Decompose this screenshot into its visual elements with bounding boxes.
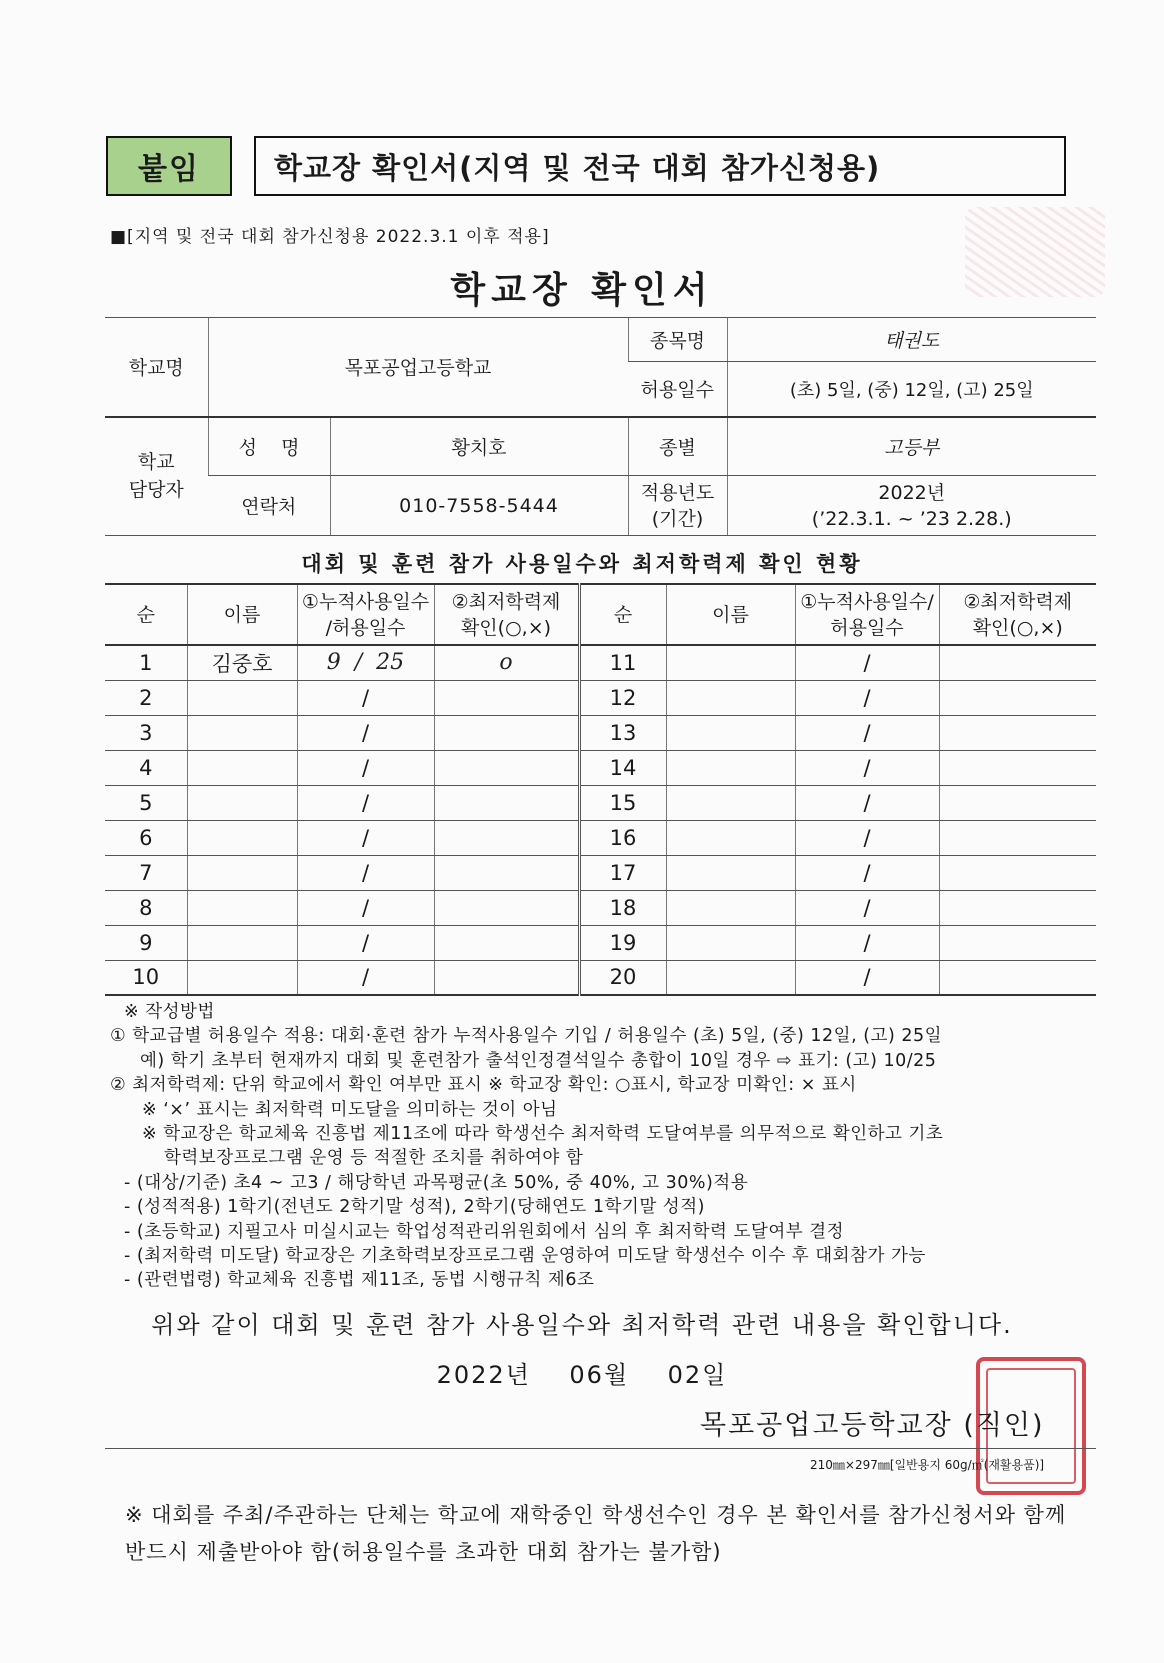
table-row: [105, 785, 1096, 820]
year-value: 2022년 (’22.3.1. ~ ’23 2.28.): [727, 476, 1096, 536]
table-row: [105, 680, 1096, 715]
row-no: 9: [105, 925, 187, 960]
note-line: ※ ‘×’ 표시는 최저학력 미도달을 의미하는 것이 아님: [142, 1099, 558, 1120]
section-title: 대회 및 훈련 참가 사용일수와 최저학력제 확인 현황: [301, 552, 863, 576]
col-header-no: 순: [105, 584, 187, 645]
row-grade: [434, 925, 579, 960]
row-days-right: /: [795, 715, 939, 750]
note-line: - (초등학교) 지필고사 미실시교는 학업성적관리위원회에서 심의 후 최저학력 도달여부 결정: [124, 1221, 845, 1242]
row-days-right: /: [795, 925, 939, 960]
row-name: [187, 925, 297, 960]
row-no-right: 20: [579, 960, 666, 995]
category-label: 종별: [628, 417, 727, 476]
row-grade-right: [939, 715, 1096, 750]
col-header-days-right: ①누적사용일수/ 허용일수: [795, 584, 939, 645]
row-days-right: /: [795, 890, 939, 925]
row-name-right: [666, 925, 795, 960]
col-header-days: ①누적사용일수 /허용일수: [297, 584, 434, 645]
row-name: [187, 715, 297, 750]
row-days-right: /: [795, 960, 939, 995]
table-row: [105, 715, 1096, 750]
paper-spec: 210㎜×297㎜[일반용지 60g/㎡(재활용품)]: [810, 1458, 1045, 1472]
category-value: 고등부: [727, 417, 1096, 476]
row-name-right: [666, 960, 795, 995]
row-name-right: [666, 890, 795, 925]
row-grade: [434, 680, 579, 715]
row-days: /: [297, 715, 434, 750]
note-line: ② 최저학력제: 단위 학교에서 확인 여부만 표시 ※ 학교장 확인: ○표시, 학교장 미확인: × 표시: [110, 1075, 857, 1096]
row-no: 4: [105, 750, 187, 785]
col-header-grade: ②최저학력제 확인(○,×): [434, 584, 579, 645]
row-name: [187, 820, 297, 855]
note-line: ① 학교급별 허용일수 적용: 대회·훈련 참가 누적사용일수 기입 / 허용일수 (초) 5일, (중) 12일, (고) 25일: [110, 1026, 943, 1047]
row-name: 김중호: [187, 645, 297, 680]
row-no-right: 19: [579, 925, 666, 960]
row-name-right: [666, 750, 795, 785]
row-no: 7: [105, 855, 187, 890]
manager-name-value: 황치호: [330, 417, 628, 476]
row-grade: [434, 715, 579, 750]
footer-note: ※ 대회를 주최/주관하는 단체는 학교에 재학중인 학생선수인 경우 본 확인서를 참가신청서와 함께 반드시 제출받아야 함(허용일수를 초과한 대회 참가는 불가함): [125, 1503, 1067, 1564]
row-no: 3: [105, 715, 187, 750]
row-name: [187, 680, 297, 715]
note-line: 예) 학기 초부터 현재까지 대회 및 훈련참가 출석인정결석일수 총합이 10일 경우 ⇨ 표기: (고) 10/25: [140, 1050, 937, 1071]
row-name-right: [666, 715, 795, 750]
school-value: 목포공업고등학교: [208, 318, 628, 417]
row-days: /: [297, 925, 434, 960]
note-line: - (최저학력 미도달) 학교장은 기초학력보장프로그램 운영하여 미도달 학생선수 이수 후 대회참가 가능: [124, 1246, 926, 1267]
row-name-right: [666, 855, 795, 890]
allowed-days-value: (초) 5일, (중) 12일, (고) 25일: [727, 362, 1096, 417]
row-days-right: /: [795, 820, 939, 855]
manager-label: 학교 담당자: [105, 417, 208, 536]
document-title: 학교장 확인서: [450, 270, 714, 311]
row-grade: o: [434, 645, 579, 680]
row-name-right: [666, 785, 795, 820]
participation-table: [105, 583, 1096, 996]
manager-name-label: 성 명: [208, 417, 330, 476]
row-grade-right: [939, 925, 1096, 960]
row-name: [187, 855, 297, 890]
row-grade-right: [939, 785, 1096, 820]
row-grade-right: [939, 645, 1096, 680]
row-no-right: 13: [579, 715, 666, 750]
contact-value: 010-7558-5444: [330, 476, 628, 536]
row-name: [187, 785, 297, 820]
row-name-right: [666, 820, 795, 855]
row-days: /: [297, 820, 434, 855]
school-label: 학교명: [105, 318, 208, 417]
row-no-right: 12: [579, 680, 666, 715]
signer: 목포공업고등학교장 (직인): [700, 1410, 1045, 1441]
row-no: 1: [105, 645, 187, 680]
table-row: [105, 925, 1096, 960]
confirmation-statement: 위와 같이 대회 및 훈련 참가 사용일수와 최저학력 관련 내용을 확인합니다.: [151, 1311, 1013, 1339]
row-grade-right: [939, 960, 1096, 995]
row-days: /: [297, 750, 434, 785]
note-line: ※ 학교장은 학교체육 진흥법 제11조에 따라 학생선수 최저학력 도달여부를 의무적으로 확인하고 기초: [142, 1124, 944, 1145]
row-days: /: [297, 960, 434, 995]
row-name-right: [666, 680, 795, 715]
issue-date: 2022년 06월 02일: [436, 1361, 728, 1389]
row-grade-right: [939, 890, 1096, 925]
note-line: - (성적적용) 1학기(전년도 2학기말 성적), 2학기(당해연도 1학기말 성적): [124, 1197, 705, 1218]
row-days: /: [297, 785, 434, 820]
row-name: [187, 890, 297, 925]
row-no-right: 18: [579, 890, 666, 925]
row-no-right: 14: [579, 750, 666, 785]
note-line: ※ 작성방법: [124, 1002, 215, 1022]
row-days-right: /: [795, 750, 939, 785]
row-grade: [434, 820, 579, 855]
col-header-grade-right: ②최저학력제 확인(○,×): [939, 584, 1096, 645]
row-days: /: [297, 890, 434, 925]
row-days: /: [297, 855, 434, 890]
scope-note: ■[지역 및 전국 대회 참가신청용 2022.3.1 이후 적용]: [110, 227, 550, 247]
row-grade-right: [939, 855, 1096, 890]
row-name: [187, 960, 297, 995]
col-header-name: 이름: [187, 584, 297, 645]
row-name-right: [666, 645, 795, 680]
row-no-right: 17: [579, 855, 666, 890]
instructions: [110, 1000, 1110, 1293]
row-days: /: [297, 680, 434, 715]
row-grade: [434, 855, 579, 890]
divider: [105, 1448, 1096, 1449]
row-no-right: 15: [579, 785, 666, 820]
row-grade: [434, 960, 579, 995]
row-grade: [434, 890, 579, 925]
row-days: 9 / 25: [297, 645, 434, 680]
row-no-right: 11: [579, 645, 666, 680]
row-days-right: /: [795, 680, 939, 715]
info-table: [105, 317, 1096, 536]
row-no: 5: [105, 785, 187, 820]
row-grade-right: [939, 820, 1096, 855]
row-no: 8: [105, 890, 187, 925]
row-grade-right: [939, 680, 1096, 715]
note-line: - (대상/기준) 초4 ~ 고3 / 해당학년 과목평균(초 50%, 중 40%, 고 30%)적용: [124, 1172, 749, 1193]
allowed-days-label: 허용일수: [628, 362, 727, 417]
row-grade: [434, 785, 579, 820]
row-no: 2: [105, 680, 187, 715]
row-name: [187, 750, 297, 785]
table-row: [105, 645, 1096, 680]
table-row: [105, 890, 1096, 925]
sport-value: 태권도: [727, 318, 1096, 362]
row-no: 6: [105, 820, 187, 855]
row-days-right: /: [795, 645, 939, 680]
table-row: [105, 855, 1096, 890]
row-grade-right: [939, 750, 1096, 785]
form-header-title: 학교장 확인서(지역 및 전국 대회 참가신청용): [254, 136, 1066, 196]
row-days-right: /: [795, 855, 939, 890]
col-header-name-right: 이름: [666, 584, 795, 645]
contact-label: 연락처: [208, 476, 330, 536]
attachment-tag: 붙임: [106, 136, 232, 196]
note-line: 학력보장프로그램 운영 등 적절한 조치를 취하여야 함: [164, 1148, 584, 1169]
row-days-right: /: [795, 785, 939, 820]
table-row: [105, 820, 1096, 855]
row-no-right: 16: [579, 820, 666, 855]
table-row: [105, 750, 1096, 785]
note-line: - (관련법령) 학교체육 진흥법 제11조, 동법 시행규칙 제6조: [124, 1270, 595, 1291]
col-header-no-right: 순: [579, 584, 666, 645]
sport-label: 종목명: [628, 318, 727, 362]
year-label: 적용년도 (기간): [628, 476, 727, 536]
table-row: [105, 960, 1096, 995]
row-no: 10: [105, 960, 187, 995]
row-grade: [434, 750, 579, 785]
